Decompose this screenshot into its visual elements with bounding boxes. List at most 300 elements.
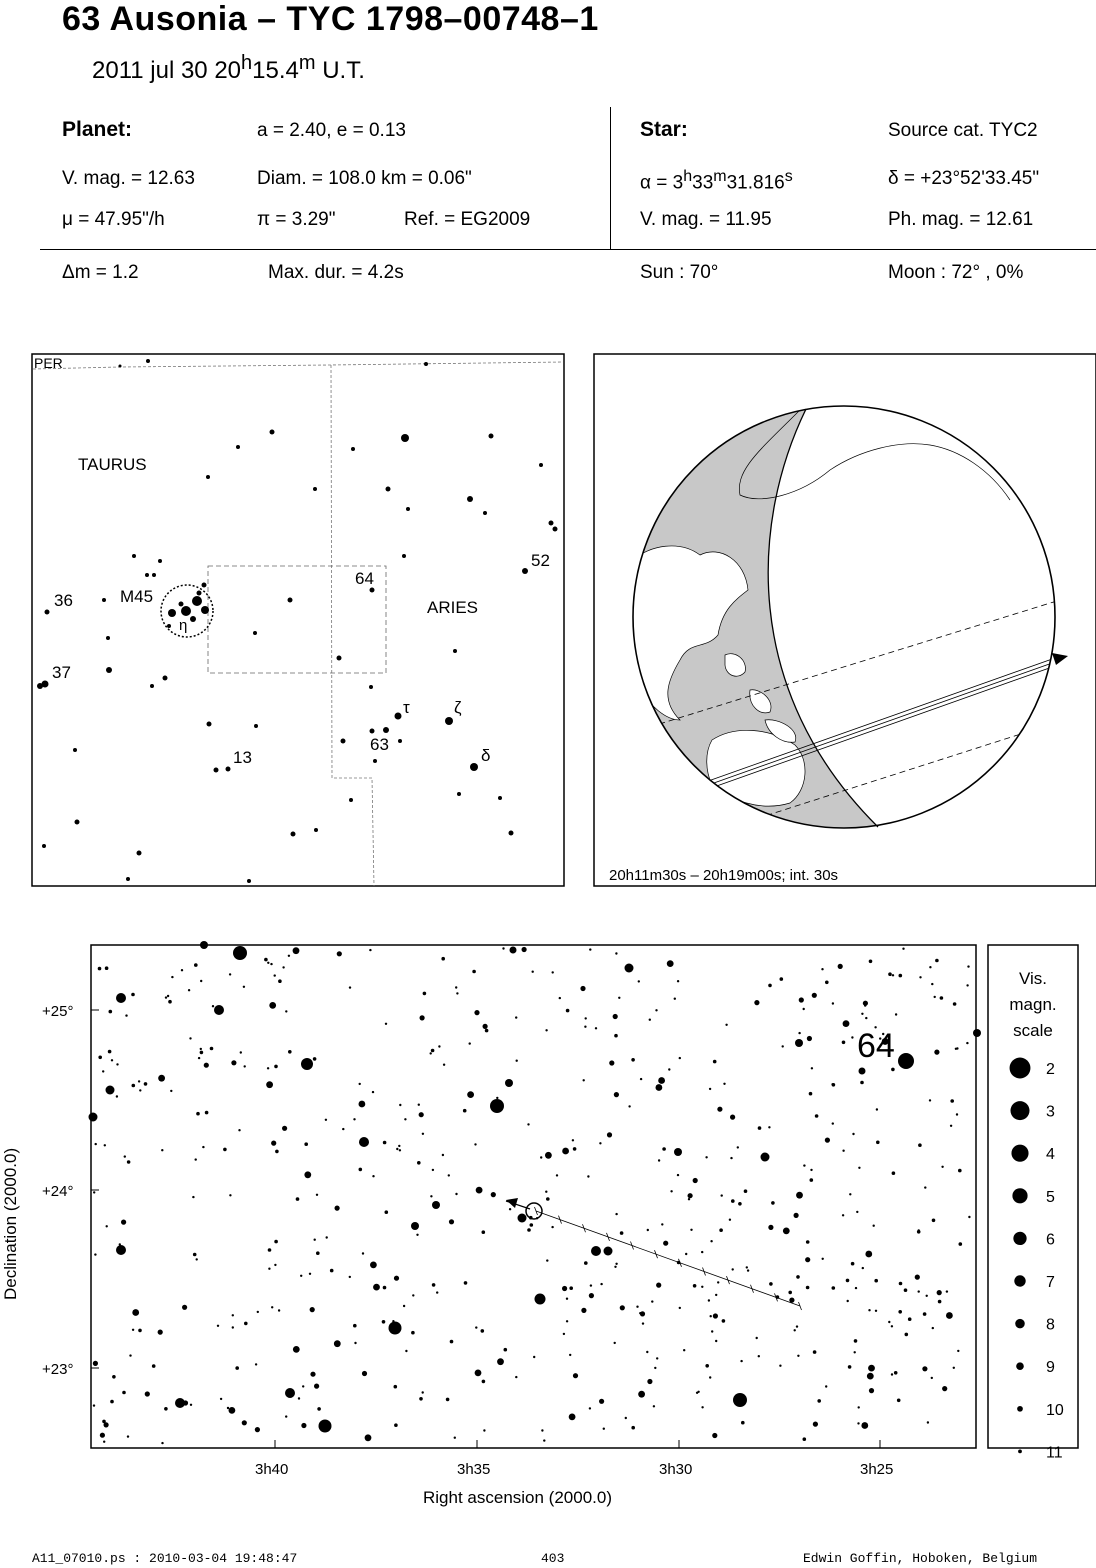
field-star — [935, 959, 939, 963]
planet-diameter: Diam. = 108.0 km = 0.06" — [257, 168, 472, 189]
field-star — [98, 967, 102, 971]
field-star — [783, 1228, 790, 1235]
field-star — [566, 1320, 568, 1322]
field-star — [810, 1169, 812, 1171]
field-star — [868, 1365, 875, 1372]
field-star — [313, 1057, 317, 1061]
field-star — [825, 1138, 830, 1143]
finder-star — [370, 729, 375, 734]
field-star — [832, 1122, 834, 1124]
field-star — [946, 1312, 953, 1319]
field-star — [876, 1141, 880, 1145]
field-star — [138, 1080, 140, 1082]
label-tau: τ — [403, 698, 410, 717]
field-star — [167, 995, 169, 997]
legend-dot-mag-10 — [1017, 1406, 1023, 1412]
label-64: 64 — [355, 569, 374, 588]
field-star — [677, 1174, 679, 1176]
bright-star — [535, 1294, 546, 1305]
legend-label-mag-6: 6 — [1046, 1231, 1055, 1249]
field-star — [556, 1174, 558, 1176]
field-star — [867, 1373, 874, 1380]
field-star — [270, 963, 272, 965]
field-star — [768, 1225, 773, 1230]
field-star — [603, 1428, 605, 1430]
field-star — [545, 1191, 547, 1193]
field-star — [895, 1013, 897, 1015]
field-star — [813, 1422, 818, 1427]
field-star — [587, 1175, 589, 1177]
field-star — [268, 1268, 270, 1270]
planet-parallax: π = 3.29" — [257, 209, 336, 230]
field-star — [825, 981, 829, 985]
label-zeta: ζ — [454, 698, 462, 717]
field-star — [309, 1273, 311, 1275]
field-star — [455, 986, 457, 988]
field-star — [769, 1282, 773, 1286]
field-star — [614, 1266, 616, 1268]
field-star — [198, 1057, 200, 1059]
field-star — [420, 1015, 425, 1020]
field-star — [798, 1032, 800, 1034]
finder-star — [192, 596, 202, 606]
field-star — [110, 1400, 114, 1404]
field-star — [705, 1364, 709, 1368]
field-star — [293, 1346, 300, 1353]
finder-star — [168, 609, 176, 617]
field-star — [383, 1286, 387, 1290]
ra-label-335: 3h35 — [457, 1461, 491, 1478]
field-star — [359, 1083, 361, 1085]
field-star — [325, 1119, 327, 1121]
field-star — [927, 1421, 929, 1423]
field-star — [615, 1213, 617, 1215]
bright-star — [518, 1214, 527, 1223]
field-star — [701, 1251, 703, 1253]
field-star — [891, 1373, 893, 1375]
field-star — [419, 1112, 424, 1117]
field-star — [569, 1414, 576, 1421]
x-axis-label: Right ascension (2000.0) — [423, 1488, 613, 1507]
field-star — [145, 1391, 150, 1396]
field-star — [540, 1156, 542, 1158]
field-star — [200, 980, 202, 982]
field-star — [822, 1258, 824, 1260]
finder-star — [137, 851, 142, 856]
field-star — [165, 996, 167, 998]
field-star — [220, 1398, 222, 1400]
field-star — [661, 1223, 663, 1225]
field-star — [758, 1355, 760, 1357]
bright-star — [411, 1222, 419, 1230]
field-star — [282, 1126, 287, 1131]
field-star — [139, 1089, 141, 1091]
field-star — [780, 977, 784, 981]
finder-star — [370, 588, 375, 593]
field-star — [190, 1404, 192, 1406]
finder-star — [254, 724, 258, 728]
field-star — [892, 1171, 896, 1175]
field-star — [758, 1126, 762, 1130]
field-star — [398, 1145, 400, 1147]
field-star — [846, 1279, 850, 1283]
legend-dot-mag-5 — [1012, 1188, 1027, 1203]
field-star — [475, 1370, 482, 1377]
boundary-per — [33, 362, 563, 369]
field-star — [446, 1398, 450, 1402]
field-star — [861, 1422, 868, 1429]
label-taurus: TAURUS — [78, 455, 147, 474]
legend-label-mag-2: 2 — [1046, 1061, 1055, 1078]
star-ra-h: h — [683, 168, 693, 185]
finder-star — [383, 727, 389, 733]
field-star — [349, 1276, 351, 1278]
field-star — [589, 1293, 594, 1298]
field-star — [821, 968, 823, 970]
field-star — [730, 1157, 732, 1159]
field-star — [491, 1192, 496, 1197]
field-star — [967, 965, 969, 967]
field-star — [106, 1225, 108, 1227]
field-star — [926, 1295, 928, 1297]
field-star — [832, 1002, 834, 1004]
finder-star — [522, 568, 528, 574]
legend-title-3: scale — [1013, 1021, 1053, 1040]
finder-star — [398, 739, 402, 743]
field-star — [418, 1104, 420, 1106]
finder-star — [158, 559, 162, 563]
field-star — [607, 1132, 612, 1137]
field-star — [129, 1354, 131, 1356]
field-star — [957, 1350, 959, 1352]
label-star-64: 64 — [857, 1027, 895, 1065]
field-star — [442, 1154, 444, 1156]
label-37: 37 — [52, 663, 71, 682]
field-star — [615, 1263, 617, 1265]
field-star — [194, 963, 198, 967]
field-star — [509, 1208, 511, 1210]
field-star — [394, 1385, 398, 1389]
footer-author: Edwin Goffin, Hoboken, Belgium — [803, 1551, 1038, 1566]
finder-star — [45, 610, 50, 615]
field-star — [923, 1312, 927, 1316]
finder-star — [226, 767, 231, 772]
legend-title-1: Vis. — [1018, 969, 1048, 988]
field-star — [683, 1349, 685, 1351]
finder-star — [549, 521, 554, 526]
field-star — [631, 1426, 635, 1430]
field-star — [302, 1385, 304, 1387]
field-star — [934, 996, 936, 998]
field-star — [125, 1014, 127, 1016]
field-star — [192, 1196, 194, 1198]
field-star — [649, 1019, 651, 1021]
finder-star — [386, 487, 391, 492]
field-star — [515, 1376, 517, 1378]
field-star — [403, 1305, 405, 1307]
field-star — [431, 1049, 435, 1053]
field-star — [423, 992, 427, 996]
ra-label-325: 3h25 — [860, 1461, 894, 1478]
field-star — [274, 974, 276, 976]
field-star — [168, 1000, 172, 1004]
field-star — [205, 1111, 209, 1115]
field-star — [894, 1371, 898, 1375]
field-star — [158, 1330, 163, 1335]
field-star — [843, 1024, 845, 1026]
label-aries: ARIES — [427, 598, 479, 617]
finder-star — [314, 828, 318, 832]
max-duration: Max. dur. = 4.2s — [268, 262, 404, 283]
field-star — [811, 1067, 813, 1069]
field-star — [93, 1191, 95, 1193]
field-star — [658, 1159, 660, 1161]
field-star — [709, 1376, 711, 1378]
field-star — [917, 1230, 921, 1234]
field-star — [715, 1294, 717, 1296]
bright-star — [106, 1086, 115, 1095]
field-star — [640, 1078, 642, 1080]
field-star — [244, 1322, 248, 1326]
field-star — [563, 1333, 565, 1335]
field-star — [713, 1060, 717, 1064]
minute-superscript: m — [298, 52, 316, 74]
field-star — [330, 1269, 334, 1273]
finder-star — [349, 798, 353, 802]
field-star — [278, 1309, 280, 1311]
field-star — [267, 962, 269, 964]
field-star — [937, 1290, 942, 1295]
field-star — [715, 1340, 717, 1342]
detail-chart — [1, 941, 981, 1507]
field-star — [815, 1114, 819, 1118]
finder-star — [509, 831, 514, 836]
finder-star — [201, 606, 209, 614]
field-star — [527, 1123, 529, 1125]
field-star — [838, 964, 843, 969]
field-star — [922, 1366, 927, 1371]
field-star — [541, 1429, 543, 1431]
field-star — [94, 1253, 96, 1255]
label-eta: η — [179, 617, 188, 634]
field-star — [888, 1321, 890, 1323]
dec-label-23: +23° — [42, 1361, 74, 1378]
field-star — [405, 1350, 407, 1352]
ra-label-330: 3h30 — [659, 1461, 693, 1478]
bright-star — [795, 1039, 803, 1047]
bright-star — [505, 1079, 513, 1087]
planet-orbit: a = 2.40, e = 0.13 — [257, 120, 406, 141]
field-star — [898, 1310, 902, 1314]
bright-star — [674, 1148, 682, 1156]
legend-label-mag-5: 5 — [1046, 1188, 1055, 1206]
label-36: 36 — [54, 591, 73, 610]
field-star — [124, 1155, 126, 1157]
footer-page: 403 — [541, 1551, 565, 1566]
bright-star — [285, 1388, 295, 1398]
field-star — [737, 1146, 739, 1148]
sun-elongation: Sun : 70° — [640, 262, 719, 283]
field-star — [275, 1150, 279, 1154]
field-star — [430, 1052, 432, 1054]
field-star — [865, 1017, 867, 1019]
finder-star — [539, 463, 543, 467]
star-vmag: V. mag. = 11.95 — [640, 209, 772, 230]
field-star — [238, 1129, 240, 1131]
field-star — [968, 1216, 970, 1218]
field-star — [580, 986, 585, 991]
field-star — [161, 1149, 163, 1151]
field-star — [897, 1399, 901, 1403]
bright-star — [733, 1393, 747, 1407]
field-star — [892, 974, 894, 976]
field-star — [455, 1193, 457, 1195]
field-star — [656, 1357, 658, 1359]
field-star — [474, 1143, 476, 1145]
field-star — [316, 1194, 318, 1196]
field-star — [797, 1355, 799, 1357]
planet-reference: Ref. = EG2009 — [404, 209, 531, 230]
field-star — [918, 1143, 922, 1147]
planet-motion: μ = 47.95"/h — [62, 209, 165, 230]
field-star — [196, 1112, 200, 1116]
field-star — [717, 1281, 719, 1283]
bright-star — [89, 1113, 98, 1122]
field-star — [809, 1092, 813, 1096]
field-star — [359, 1168, 363, 1172]
field-star — [337, 951, 342, 956]
bright-star — [625, 964, 634, 973]
finder-star — [489, 434, 494, 439]
field-star — [658, 1077, 665, 1084]
field-star — [274, 1264, 276, 1266]
field-star — [584, 1261, 588, 1265]
legend-label-mag-9: 9 — [1046, 1359, 1055, 1377]
field-star — [545, 1029, 547, 1031]
field-star — [422, 1391, 424, 1393]
field-star — [583, 1079, 585, 1081]
field-star — [677, 980, 679, 982]
planet-vmag: V. mag. = 12.63 — [62, 168, 195, 189]
field-star — [533, 1356, 535, 1358]
finder-star — [202, 583, 207, 588]
field-star — [127, 1160, 131, 1164]
field-star — [522, 947, 527, 952]
star-heading: Star: — [640, 118, 688, 141]
field-star — [235, 1366, 239, 1370]
field-star — [288, 955, 290, 957]
field-star — [874, 1279, 878, 1283]
field-star — [685, 1253, 687, 1255]
field-star — [656, 1084, 663, 1091]
field-star — [799, 997, 804, 1002]
field-star — [158, 1075, 165, 1082]
field-star — [242, 1420, 247, 1425]
field-star — [483, 1024, 488, 1029]
magnitude-drop: Δm = 1.2 — [62, 262, 139, 283]
finder-star — [119, 365, 122, 368]
field-star — [796, 1192, 803, 1199]
field-star — [362, 1252, 364, 1254]
field-star — [416, 1234, 418, 1236]
field-star — [899, 974, 903, 978]
field-star — [709, 1088, 711, 1090]
legend-dot-mag-8 — [1015, 1319, 1025, 1329]
legend-label-mag-4: 4 — [1046, 1146, 1055, 1164]
field-star — [966, 984, 968, 986]
field-star — [193, 1253, 197, 1257]
field-star — [899, 1282, 903, 1286]
field-star — [288, 1050, 292, 1054]
field-star — [441, 957, 445, 961]
field-star — [956, 1113, 958, 1115]
field-star — [496, 1097, 498, 1099]
field-star — [300, 1275, 302, 1277]
finder-star — [145, 573, 149, 577]
field-star — [399, 1149, 401, 1151]
label-delta: δ — [481, 746, 491, 765]
dec-label-25: +25° — [42, 1003, 74, 1020]
finder-star — [401, 434, 409, 442]
label-13: 13 — [233, 748, 252, 767]
finder-star — [207, 722, 212, 727]
field-star — [771, 1201, 775, 1205]
field-star — [93, 1404, 95, 1406]
field-star — [888, 972, 892, 976]
field-star — [932, 1327, 934, 1329]
field-star — [653, 1405, 655, 1407]
field-star — [662, 1147, 666, 1151]
bright-star — [200, 941, 208, 949]
field-star — [304, 1171, 311, 1178]
field-star — [589, 1407, 591, 1409]
field-star — [170, 1090, 172, 1092]
field-star — [271, 1141, 276, 1146]
bright-star — [432, 1201, 440, 1209]
field-star — [832, 1286, 836, 1290]
field-star — [543, 1439, 545, 1441]
field-star — [732, 1268, 734, 1270]
field-star — [710, 1240, 712, 1242]
field-star — [940, 996, 944, 1000]
field-star — [353, 1324, 357, 1328]
field-star — [317, 1252, 319, 1254]
field-star — [430, 1195, 432, 1197]
bright-star — [604, 1247, 613, 1256]
field-star — [628, 1105, 630, 1107]
label-m45: M45 — [120, 587, 154, 606]
field-star — [958, 1169, 962, 1173]
field-star — [255, 1363, 257, 1365]
field-star — [741, 1421, 745, 1425]
field-star — [304, 1142, 308, 1146]
star-phmag: Ph. mag. = 12.61 — [888, 209, 1034, 230]
field-star — [196, 1258, 198, 1260]
field-star — [581, 1308, 586, 1313]
bright-star — [359, 1137, 369, 1147]
finder-star — [457, 792, 461, 796]
finder-star — [470, 763, 478, 771]
field-star — [740, 1360, 742, 1362]
field-star — [573, 1373, 578, 1378]
field-star — [108, 1050, 112, 1054]
field-star — [454, 1437, 456, 1439]
finder-star — [152, 573, 156, 577]
field-star — [858, 1167, 860, 1169]
field-star — [942, 1386, 947, 1391]
field-star — [370, 1262, 377, 1269]
field-star — [314, 1239, 316, 1241]
